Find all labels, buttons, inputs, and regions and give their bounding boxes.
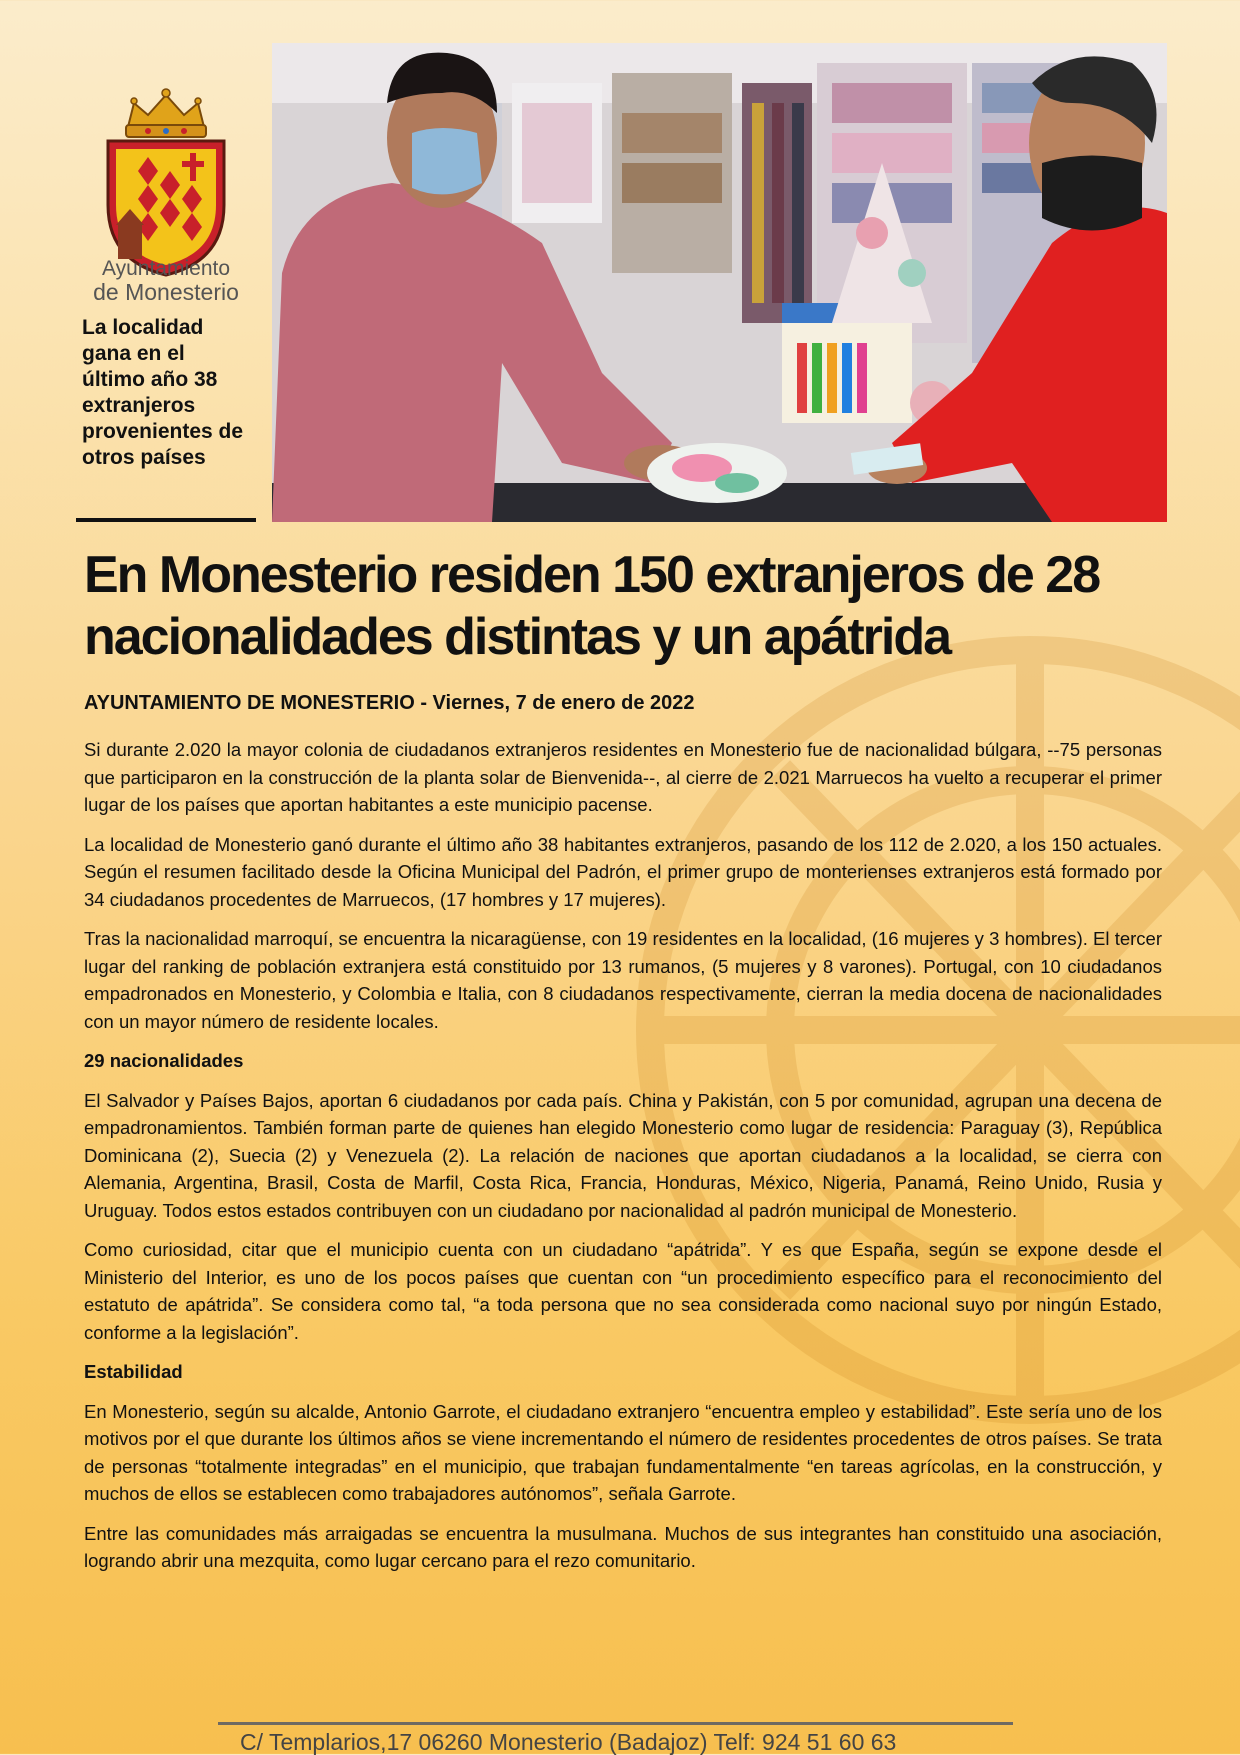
footer-address: C/ Templarios,17 06260 Monesterio (Badajoz) Telf: 924 51 60 63 [240,1729,897,1755]
logo-line-2: de Monesterio [93,279,239,306]
section-heading: 29 nacionalidades [84,1050,244,1071]
crown-icon [126,89,206,137]
article-paragraph: En Monesterio, según su alcalde, Antonio Garrote, el ciudadano extranjero “encuentra empleo y estabilidad”. Este sería uno de los motivos por el que durante los últimos años se viene incrementando el número de residentes procedentes de otros países. Se trata de personas “totalmente integradas” en el municipio, que trabajan fundamentalmente “en tareas agrícolas, en la construcción, y muchos de ellos se establecen como trabajadores autónomos”, señala Garrote. [84,1400,1162,1504]
sidebar-divider [76,518,256,522]
footer-divider [218,1722,1013,1725]
logo-wordmark [78,258,254,304]
article-paragraph: La localidad de Monesterio ganó durante el último año 38 habitantes extranjeros, pasando de los 112 de 2.020, a los 150 actuales. Según el resumen facilitado desde la Oficina Municipal del Padrón, el primer grupo de monterienses extranjeros está formado por 34 ciudadanos procedentes de Marruecos, (17 hombres y 17 mujeres). [84,833,1162,910]
article-paragraph: Entre las comunidades más arraigadas se encuentra la musulmana. Muchos de sus integrantes han constituido una asociación, logrando abrir una mezquita, como lugar cercano para el rezo comunitario. [84,1522,1162,1571]
article-paragraph: Tras la nacionalidad marroquí, se encuentra la nicaragüense, con 19 residentes en la localidad, (16 mujeres y 3 hombres). El tercer lugar del ranking de población extranjera está constituido por 13 rumanos, (5 mujeres y 8 varones). Portugal, con 10 ciudadanos empadronados en Monesterio, y Colombia e Italia, con 8 ciudadanos respectivamente, cierran la media docena de nacionalidades con un mayor número de residente locales. [84,928,1162,1032]
article-paragraph: Como curiosidad, citar que el municipio cuenta con un ciudadano “apátrida”. Y es que España, según se expone desde el Ministerio del Interior, es uno de los pocos países que cuentan con “un procedimiento específico para el reconocimiento del estatuto de apátrida”. Se considera como tal, “a toda persona que no sea considerada como nacional suyo por ningún Estado, conforme a la legislación”. [84,1239,1162,1343]
article-byline: AYUNTAMIENTO DE MONESTERIO - Viernes, 7 de enero de 2022 [84,692,695,714]
shield-icon [108,141,224,275]
shop-counter-photo [272,43,1167,522]
section-heading: Estabilidad [84,1361,183,1382]
article-paragraph: El Salvador y Países Bajos, aportan 6 ciudadanos por cada país. China y Pakistán, con 5 por comunidad, agrupan una decena de empadronamientos. También forman parte de quienes han elegido Monesterio como lugar de residencia: Paraguay (3), República Dominicana (2), Suecia (2) y Venezuela (2). La relación de naciones que aportan ciudadanos a la localidad, se cierra con Alemania, Argentina, Brasil, Costa de Marfil, Costa Rica, Francia, Honduras, México, Nigeria, Panamá, Reino Unido, Rusia y Uruguay. Todos estos estados contribuyen con un ciudadano por nacionalidad al padrón municipal de Monesterio. [84,1089,1162,1221]
article-headline: En Monesterio residen 150 extranjeros de 28 nacionalidades distintas y un apátrida [84,546,1100,666]
article-paragraph: Si durante 2.020 la mayor colonia de ciudadanos extranjeros residentes en Monesterio fue de nacionalidad búlgara, --75 personas que participaron en la construcción de la planta solar de Bienvenida--, al cierre de 2.021 Marruecos ha vuelto a recuperar el primer lugar de los países que aportan habitantes a este municipio pacense. [84,739,1162,815]
article-body [84,736,1162,1587]
sidebar-summary: La localidad gana en el último año 38 extranjeros provenientes de otros países [82,316,244,469]
logo-line-1: Ayuntamiento [101,257,231,280]
